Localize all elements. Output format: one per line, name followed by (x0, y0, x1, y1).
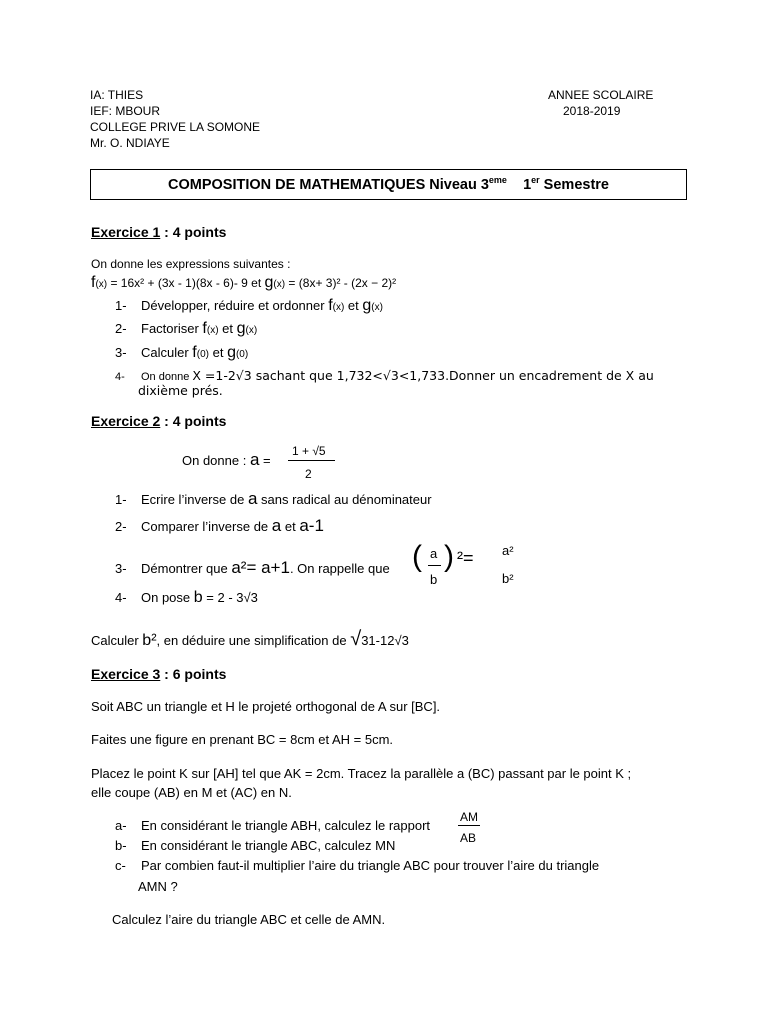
calc-text-cont: , en déduire une simplification de (156, 633, 351, 648)
exercise-1-heading (91, 224, 226, 240)
exercise-2-points: : 4 points (160, 413, 227, 429)
ex3-paragraph-2: Faites une figure en prenant BC = 8cm et AH = 5cm. (91, 732, 394, 747)
rappel-b-squared: b² (502, 571, 514, 586)
g-name: g (227, 344, 236, 361)
exercise-1-points: : 4 points (160, 224, 227, 240)
rappel-den-b: b (430, 572, 438, 587)
g-name: g (362, 297, 372, 314)
a-squared-equation: a²= a+1 (231, 558, 290, 577)
f-arg: (x) (332, 302, 345, 313)
ex3-question-c-cont: AMN ? (138, 879, 178, 894)
b-symbol: b (193, 589, 203, 606)
header-school-year-label: ANNEE SCOLAIRE (548, 88, 654, 102)
question-text-cont: X =1-2√3 sachant que 1,732<√3<1,733.Donner un encadrement de X au (192, 368, 654, 383)
g-name: g (236, 320, 246, 337)
ex2-question-3 (115, 558, 390, 578)
header-school-year: 2018-2019 (563, 104, 621, 118)
question-number: 2- (115, 321, 127, 336)
question-number: 4- (115, 371, 125, 383)
ex2-question-4 (115, 589, 258, 607)
f-arg: (x) (206, 325, 219, 336)
ex2-question-2 (115, 516, 324, 536)
ex1-expressions (91, 274, 396, 292)
question-text: Par combien faut-il multiplier l’aire du triangle ABC pour trouver l’aire du triangle (141, 858, 600, 873)
page-title (91, 175, 686, 193)
question-and: et (281, 519, 300, 534)
question-text: En considérant le triangle ABH, calculez le rapport (141, 818, 431, 833)
ex2-question-1 (115, 489, 432, 509)
exercise-3-label: Exercice 3 (91, 666, 161, 682)
ex3-final: Calculez l’aire du triangle ABC et celle de AMN. (112, 912, 386, 927)
sqrt-symbol: √ (350, 628, 362, 650)
question-text: Comparer l’inverse de (141, 519, 272, 534)
a-minus-one: a-1 (299, 516, 324, 535)
exercise-2-heading (91, 413, 226, 429)
header-ief: IEF: MBOUR (90, 104, 161, 118)
ex2-on-donne (182, 450, 271, 470)
question-text: Développer, réduire et ordonner (141, 298, 329, 313)
rappel-a-squared: a² (502, 543, 514, 558)
question-text: Factoriser (141, 321, 203, 336)
question-text: Ecrire l’inverse de (141, 492, 248, 507)
f-name: f (192, 344, 197, 361)
ratio-fraction-bar (458, 825, 480, 826)
header-ia: IA: THIES (90, 88, 144, 102)
f-name: f (328, 297, 333, 314)
ex3-question-b (115, 838, 395, 853)
paren-close: ) (444, 540, 454, 573)
question-and: et (218, 321, 237, 336)
ex1-question-3 (115, 344, 248, 362)
title-num: 1 (523, 176, 532, 193)
exercise-2-label: Exercice 2 (91, 413, 161, 429)
question-number: 1- (115, 298, 127, 313)
ratio-am: AM (460, 810, 478, 824)
ex1-intro: On donne les expressions suivantes : (91, 257, 291, 271)
ratio-ab: AB (460, 831, 477, 845)
question-letter: b- (115, 838, 127, 853)
exercise-1-label: Exercice 1 (91, 224, 161, 240)
g-arg: (x) (245, 325, 258, 336)
rappel-num-a: a (430, 546, 438, 561)
question-text: Calculer (141, 345, 193, 360)
frac-numerator: 1 + √5 (292, 444, 326, 458)
title-main: COMPOSITION DE MATHEMATIQUES Niveau 3 (168, 176, 489, 193)
squared-equals: ²= (457, 548, 474, 568)
header-college: COLLEGE PRIVE LA SOMONE (90, 120, 261, 134)
question-number: 2- (115, 519, 127, 534)
b-squared: b² (142, 632, 157, 649)
question-letter: c- (115, 858, 126, 873)
ex2-calculer (91, 628, 409, 651)
radicand: 31-12√3 (361, 633, 409, 648)
paren-open: ( (412, 540, 422, 573)
question-and: et (208, 345, 228, 360)
question-number: 3- (115, 345, 127, 360)
ex3-question-a (115, 818, 430, 833)
frac-denominator: 2 (305, 467, 312, 481)
title-sup-er: er (531, 175, 540, 185)
f-name: f (91, 274, 96, 291)
calc-text: Calculer (91, 633, 143, 648)
g-arg: (x) (273, 279, 286, 290)
question-text-end: sans radical au dénominateur (257, 492, 432, 507)
g-expression: = (8x+ 3)² - (2x − 2)² (285, 276, 397, 290)
g-arg-zero: (0) (235, 349, 249, 360)
question-number: 3- (115, 561, 127, 576)
title-sup-eme: eme (488, 175, 507, 185)
ex1-question-2 (115, 320, 257, 338)
ex3-question-c (115, 858, 599, 873)
a-symbol: a (247, 489, 258, 508)
question-text: On donne (141, 371, 193, 383)
title-semestre: Semestre (539, 176, 609, 193)
question-text: On pose (141, 590, 194, 605)
g-name: g (264, 274, 274, 291)
ex3-paragraph-3-cont: elle coupe (AB) en M et (AC) en N. (91, 785, 292, 800)
a-symbol: a (249, 450, 260, 469)
question-text: En considérant le triangle ABC, calculez MN (141, 838, 396, 853)
ex1-question-1 (115, 297, 383, 315)
exercise-3-heading (91, 666, 226, 682)
title-box (90, 169, 687, 200)
rappel-fraction-bar (428, 565, 441, 566)
on-donne-text: On donne : (182, 453, 250, 468)
question-letter: a- (115, 818, 127, 833)
f-name: f (202, 320, 207, 337)
exercise-3-points: : 6 points (160, 666, 227, 682)
question-number: 4- (115, 590, 127, 605)
ex1-question-4-cont: dixième prés. (138, 383, 223, 398)
question-number: 1- (115, 492, 127, 507)
question-rappel: . On rappelle que (289, 561, 390, 576)
ex3-paragraph-1: Soit ABC un triangle et H le projeté orthogonal de A sur [BC]. (91, 699, 441, 714)
fraction-bar (288, 460, 335, 461)
g-arg: (x) (371, 302, 383, 313)
question-text: Démontrer que (141, 561, 232, 576)
a-symbol: a (271, 516, 282, 535)
b-expression: = 2 - 3√3 (202, 590, 258, 605)
header-teacher: Mr. O. NDIAYE (90, 136, 170, 150)
question-and: et (344, 298, 363, 313)
f-arg-zero: (0) (196, 349, 209, 360)
equals: = (259, 453, 271, 468)
ex3-paragraph-3: Placez le point K sur [AH] tel que AK = 2cm. Tracez la parallèle a (BC) passant par le point K ; (91, 766, 632, 781)
f-arg: (x) (95, 279, 108, 290)
f-expression: = 16x² + (3x - 1)(8x - 6)- 9 et (107, 276, 265, 290)
